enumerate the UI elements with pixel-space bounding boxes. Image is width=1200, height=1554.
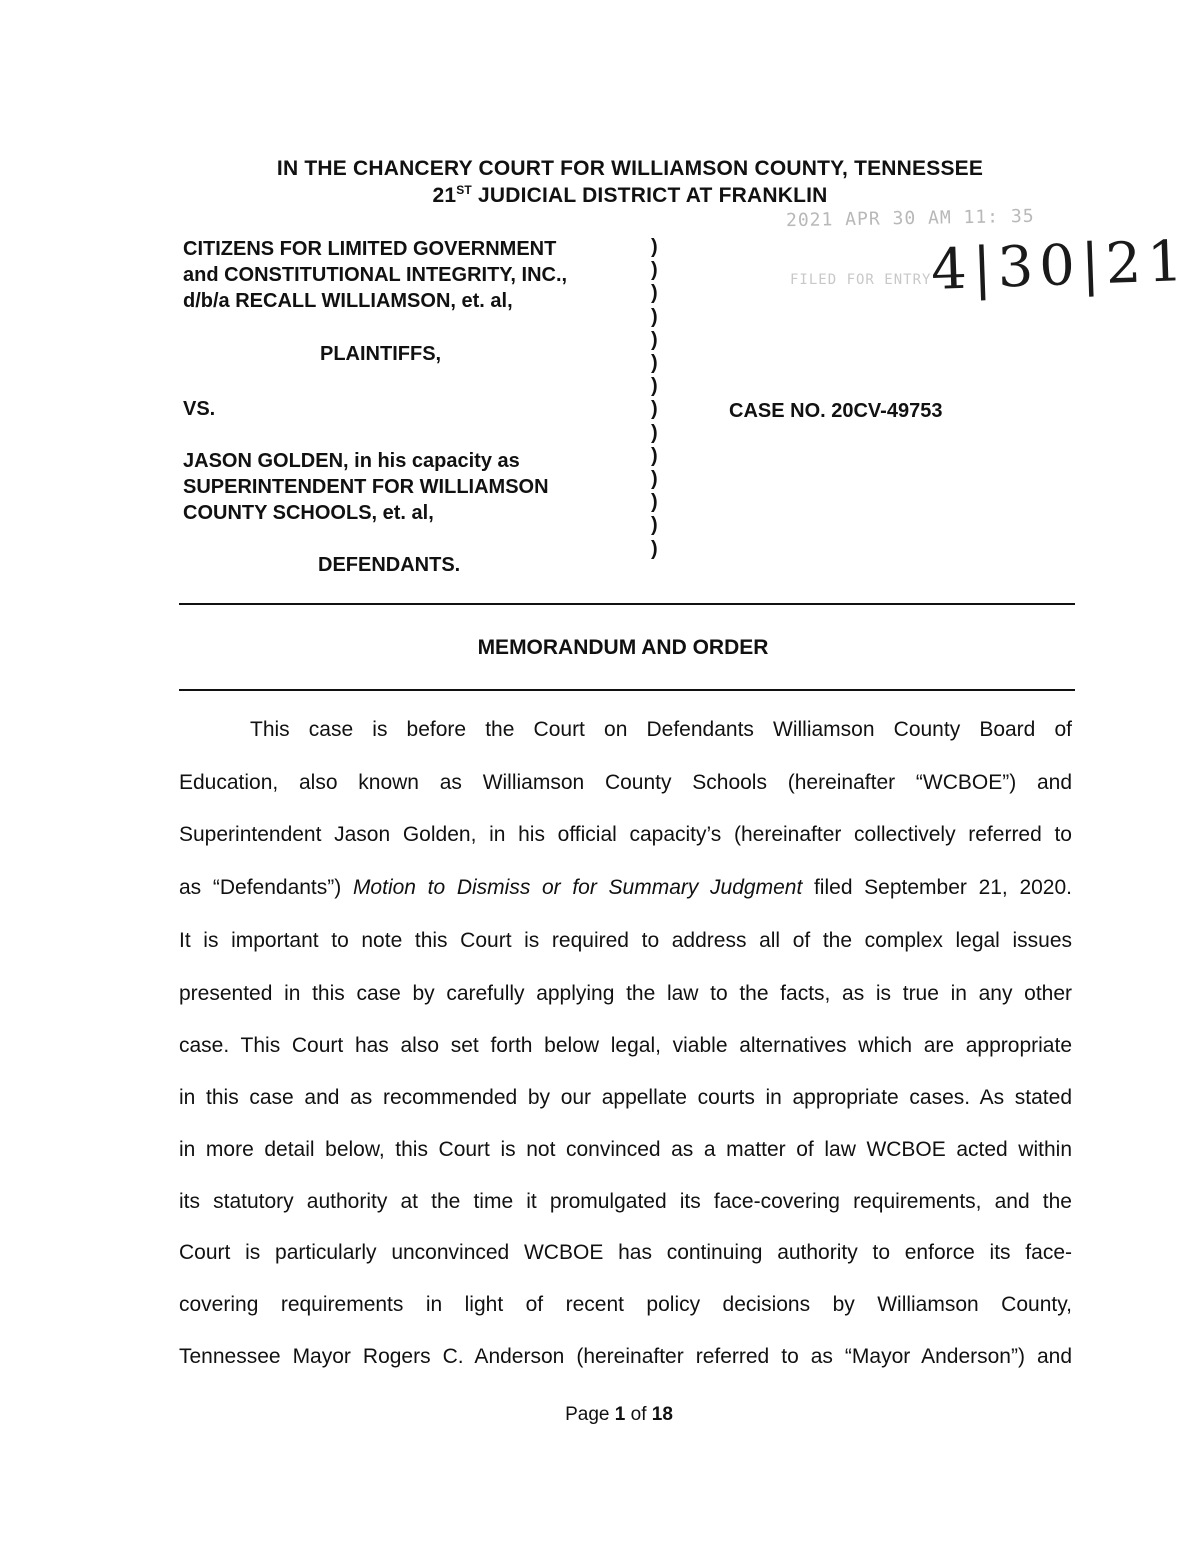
body-line: Superintendent Jason Golden, in his official capacity’s (hereinafter collectively referred to xyxy=(179,823,1072,846)
page-number-footer xyxy=(0,1404,1200,1426)
page-total: 18 xyxy=(651,1404,673,1425)
title-rule-top xyxy=(179,603,1075,605)
district-heading xyxy=(0,183,1200,208)
caption-paren: ) xyxy=(651,468,658,491)
district-number: 21 xyxy=(432,184,457,207)
caption-paren: ) xyxy=(651,259,658,282)
plaintiffs-label: PLAINTIFFS, xyxy=(320,343,442,365)
page-of: of xyxy=(625,1404,652,1425)
body-text: as “Defendants”) xyxy=(179,876,342,899)
defendants-label: DEFENDANTS. xyxy=(318,554,461,576)
body-line xyxy=(179,876,1072,900)
page-prefix: Page xyxy=(565,1404,615,1425)
caption-paren-column xyxy=(651,236,658,561)
handwritten-filing-date: 4|30|21 xyxy=(930,228,1191,303)
plaintiff-line: CITIZENS FOR LIMITED GOVERNMENT xyxy=(183,238,557,260)
motion-title: Motion to Dismiss or for Summary Judgment xyxy=(352,876,803,899)
caption-paren: ) xyxy=(651,236,658,258)
court-name-heading: IN THE CHANCERY COURT FOR WILLIAMSON COUNTY, TENNESSEE xyxy=(276,157,984,180)
filed-for-entry-stamp: FILED FOR ENTRY xyxy=(790,272,932,288)
caption-paren: ) xyxy=(651,305,658,328)
body-line: in more detail below, this Court is not convinced as a matter of law WCBOE acted within xyxy=(179,1138,1072,1161)
body-line: Education, also known as Williamson County Schools (hereinafter “WCBOE”) and xyxy=(179,771,1072,794)
caption-paren: ) xyxy=(651,444,658,467)
case-number: CASE NO. 20CV-49753 xyxy=(729,400,943,422)
body-line: It is important to note this Court is required to address all of the complex legal issues xyxy=(179,929,1072,952)
body-line: Tennessee Mayor Rogers C. Anderson (hereinafter referred to as “Mayor Anderson”) and xyxy=(179,1345,1072,1368)
body-text: filed September 21, 2020. xyxy=(813,876,1072,899)
caption-paren: ) xyxy=(651,491,658,514)
caption-paren: ) xyxy=(651,282,658,305)
caption-paren: ) xyxy=(651,421,658,444)
body-line: This case is before the Court on Defendants Williamson County Board of xyxy=(250,718,1072,741)
plaintiff-names xyxy=(183,236,567,314)
document-title: MEMORANDUM AND ORDER xyxy=(477,636,769,659)
body-line: case. This Court has also set forth below legal, viable alternatives which are appropriate xyxy=(179,1034,1072,1057)
caption-paren: ) xyxy=(651,398,658,421)
body-line: presented in this case by carefully applying the law to the facts, as is true in any other xyxy=(179,982,1072,1005)
defendant-line: SUPERINTENDENT FOR WILLIAMSON xyxy=(183,476,549,498)
clerk-time-stamp: 2021 APR 30 AM 11: 35 xyxy=(785,205,1035,232)
caption-paren: ) xyxy=(651,514,658,537)
district-heading-text: JUDICIAL DISTRICT AT FRANKLIN xyxy=(471,184,828,207)
caption-paren: ) xyxy=(651,375,658,398)
caption-paren: ) xyxy=(651,328,658,351)
district-ordinal-suffix: ST xyxy=(456,183,472,197)
page-current: 1 xyxy=(614,1404,626,1425)
caption-paren: ) xyxy=(651,537,658,560)
versus-label: VS. xyxy=(183,398,216,420)
caption-paren: ) xyxy=(651,352,658,375)
plaintiff-line: and CONSTITUTIONAL INTEGRITY, INC., xyxy=(183,264,568,286)
defendant-line: JASON GOLDEN, in his capacity as xyxy=(183,450,520,472)
body-line: Court is particularly unconvinced WCBOE has continuing authority to enforce its face- xyxy=(179,1241,1072,1264)
plaintiff-line: d/b/a RECALL WILLIAMSON, et. al, xyxy=(183,290,513,312)
defendant-names xyxy=(183,448,549,526)
body-line: in this case and as recommended by our appellate courts in appropriate cases. As stated xyxy=(179,1086,1072,1109)
title-rule-bottom xyxy=(179,689,1075,691)
body-line: its statutory authority at the time it promulgated its face-covering requirements, and the xyxy=(179,1190,1072,1213)
defendant-line: COUNTY SCHOOLS, et. al, xyxy=(183,502,434,524)
body-line: covering requirements in light of recent policy decisions by Williamson County, xyxy=(179,1293,1072,1316)
